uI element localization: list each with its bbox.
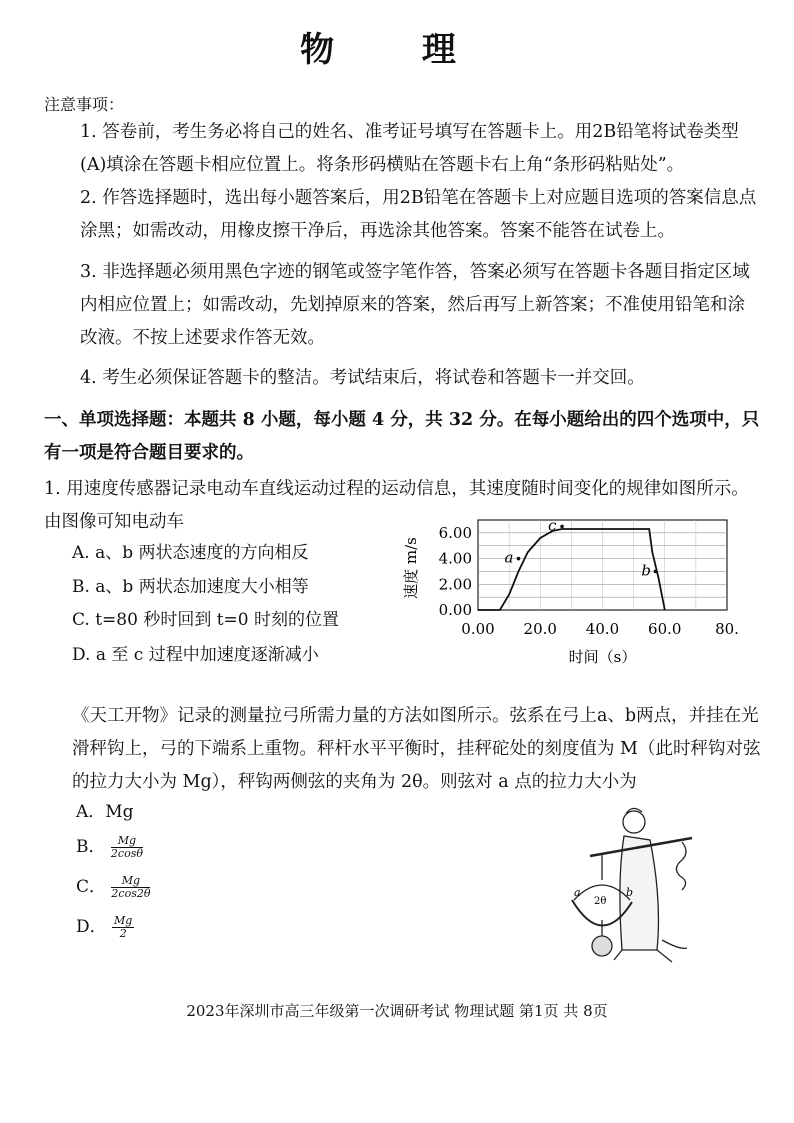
notice-item-3: 3. 非选择题必须用黑色字迹的钢笔或签字笔作答，答案必须写在答题卡各题目指定区域内相应位置上；如需改动，先划掉原来的答案，然后再写上新答案；不准使用铅笔和涂改液。不按上述要求作答无效。	[80, 262, 750, 348]
question-2-option-a: A．Mg	[76, 802, 134, 822]
question-2-option-d	[76, 912, 134, 940]
option-b-numerator: Mg	[111, 835, 143, 848]
option-c-denominator: 2cos2θ	[111, 887, 151, 900]
y-axis-label: 速度 m/s	[402, 537, 420, 599]
y-tick-label: 4.00	[438, 549, 472, 568]
option-c-label: C．	[76, 877, 107, 897]
annotation-point-c	[560, 525, 564, 529]
y-tick-label: 2.00	[438, 575, 472, 594]
option-d-denominator: 2	[119, 927, 127, 940]
figure-head	[623, 811, 645, 833]
option-b-fraction	[111, 835, 143, 860]
x-tick-label: 20.0	[523, 620, 557, 638]
question-1-option-a: A. a、b 两状态速度的方向相反	[72, 543, 309, 563]
section-heading: 一、单项选择题：本题共 8 小题，每小题 4 分，共 32 分。在每小题给出的四个选项中，只有一项是符合题目要求的。	[44, 410, 760, 463]
option-d-numerator: Mg	[114, 914, 133, 927]
question-1-stem: 1. 用速度传感器记录电动车直线运动过程的运动信息，其速度随时间变化的规律如图所示。由图像可知电动车	[44, 479, 749, 532]
question-1-option-b: B. a、b 两状态加速度大小相等	[72, 577, 309, 597]
notice-item-1: 1. 答卷前，考生务必将自己的姓名、准考证号填写在答题卡上。用2B铅笔将试卷类型(A)填涂在答题卡相应位置上。将条形码横贴在答题卡右上角“条形码粘贴处”。	[80, 122, 739, 175]
question-2-stem: 《天工开物》记录的测量拉弓所需力量的方法如图所示。弦系在弓上a、b两点，并挂在光滑秤钩上，弓的下端系上重物。秤杆水平平衡时，挂秤砣处的刻度值为 M（此时秤钩对弦的拉力大小为 Mg），秤钩两侧弦的夹角为 2θ。则弦对 a 点的拉力大小为	[72, 706, 761, 792]
option-d-label: D．	[76, 917, 107, 937]
annotation-label-b: b	[641, 561, 652, 580]
notice-heading: 注意事项：	[44, 95, 125, 114]
x-tick-label: 40.0	[585, 620, 620, 638]
option-b-label: B．	[76, 837, 106, 857]
question-1-option-c: C. t=80 秒时回到 t=0 时刻的位置	[72, 610, 340, 630]
option-c-fraction	[111, 875, 150, 900]
notice-item-4: 4. 考生必须保证答题卡的整洁。考试结束后，将试卷和答题卡一并交回。	[80, 368, 645, 388]
question-2-option-c	[76, 872, 150, 900]
page-footer: 2023年深圳市高三年级第一次调研考试 物理试题 第1页 共 8页	[186, 1002, 608, 1020]
annotation-label-a: a	[504, 548, 514, 567]
x-axis-label: 时间（s）	[568, 648, 637, 666]
option-c-numerator: Mg	[111, 875, 150, 888]
y-tick-label: 0.00	[438, 601, 472, 619]
steelyard-bow-illustration	[562, 800, 712, 970]
hanging-weight	[592, 936, 612, 956]
annotation-point-b	[654, 570, 658, 574]
notice-item-2: 2. 作答选择题时，选出每小题答案后，用2B铅笔在答题卡上对应题目选项的答案信息点涂黑；如需改动，用橡皮擦干净后，再选涂其他答案。答案不能答在试卷上。	[80, 188, 757, 241]
x-tick-label: 60.0	[648, 620, 682, 638]
y-tick-label: 6.00	[438, 523, 472, 542]
question-1-option-d: D. a 至 c 过程中加速度逐渐减小	[72, 645, 319, 665]
label-a: a	[574, 886, 581, 899]
steelyard-weight	[676, 842, 686, 890]
question-2-option-b	[76, 832, 143, 860]
option-d-fraction	[112, 915, 134, 940]
x-tick-label: 0.00	[461, 620, 495, 638]
label-angle: 2θ	[594, 896, 607, 907]
x-tick-label: 80.	[715, 620, 739, 638]
page-title: 物 理	[300, 30, 494, 70]
velocity-time-chart	[402, 510, 782, 670]
annotation-label-c: c	[548, 516, 557, 535]
option-b-denominator: 2cosθ	[110, 847, 143, 860]
label-b: b	[626, 886, 634, 899]
annotation-point-a	[517, 557, 521, 561]
